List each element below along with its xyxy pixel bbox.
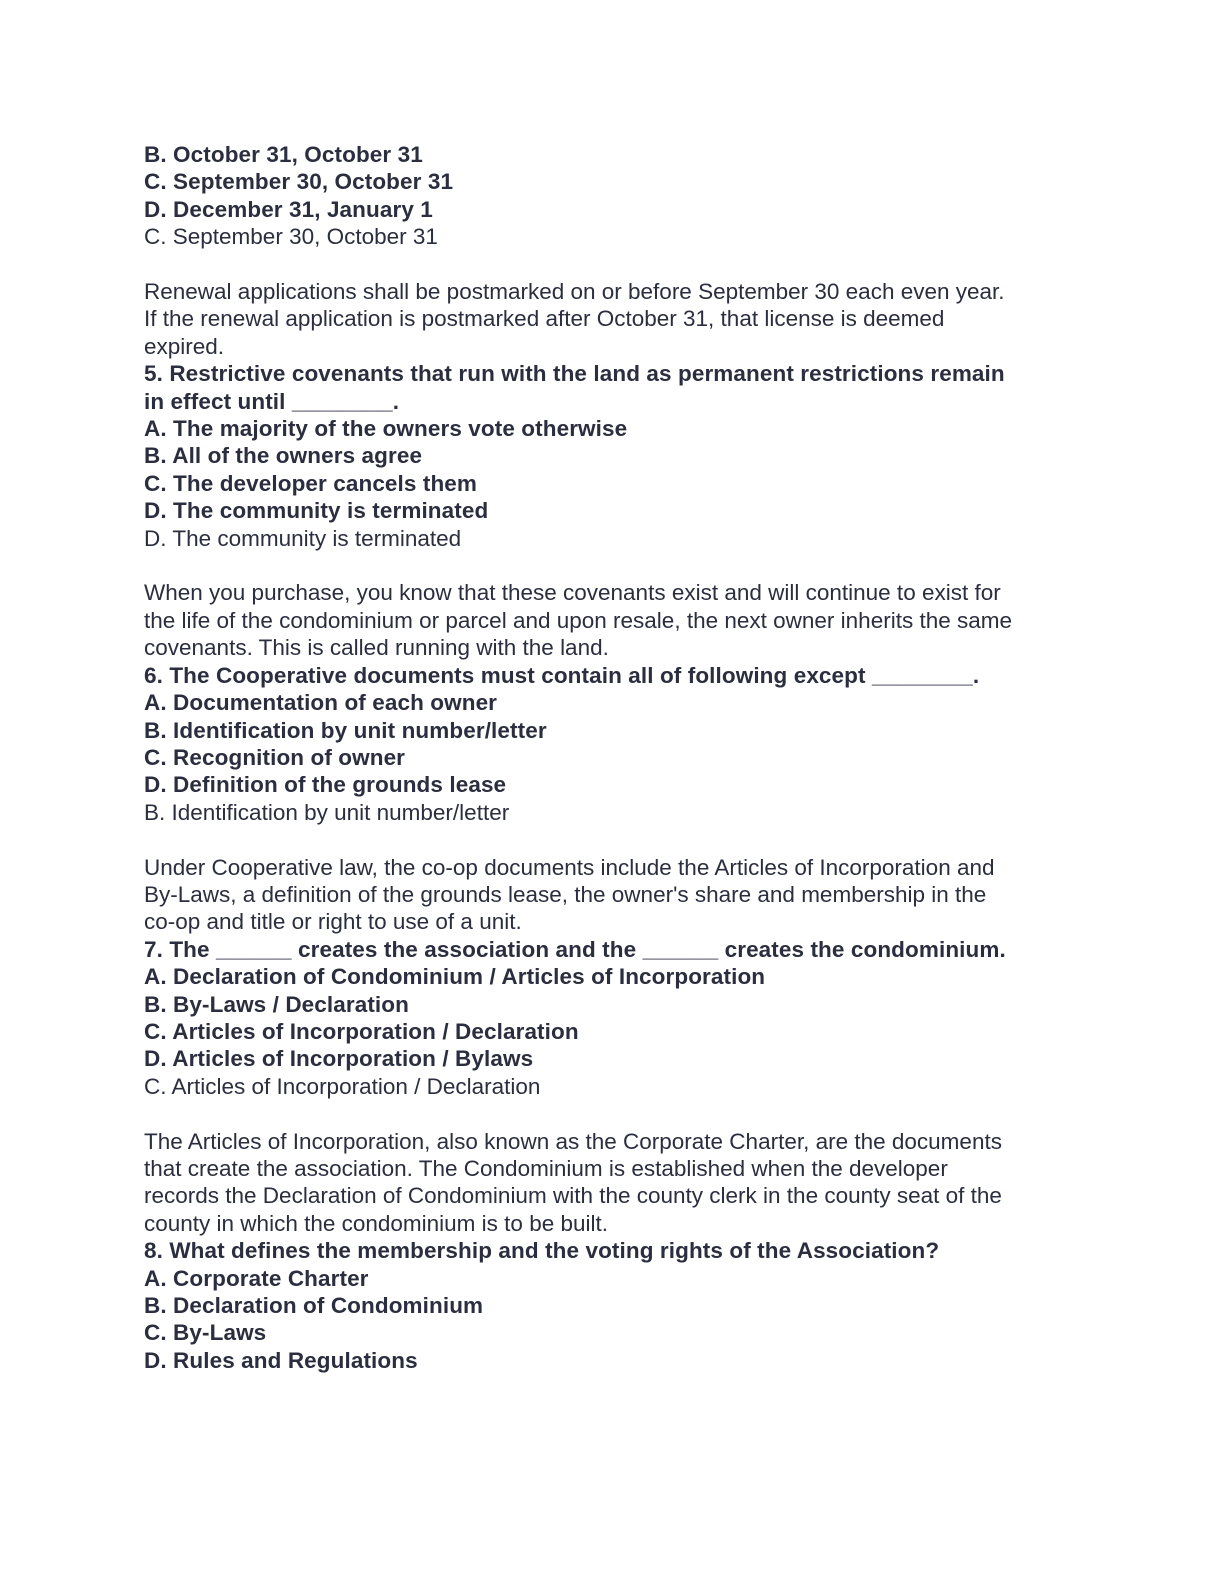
- option-a: A. Documentation of each owner: [144, 690, 498, 716]
- explanation-5: [144, 579, 1084, 661]
- option-c: C. By-Laws: [144, 1320, 267, 1346]
- spacer: [144, 552, 1084, 579]
- question-text: 6. The Cooperative documents must contain all of following except ________.: [144, 662, 980, 688]
- answer: C. Articles of Incorporation / Declaration: [144, 1073, 541, 1099]
- option-c: C. Recognition of owner: [144, 744, 406, 770]
- explanation-line: expired.: [144, 333, 225, 359]
- option-d: D. Rules and Regulations: [144, 1347, 418, 1373]
- question-text: in effect until ________.: [144, 388, 400, 414]
- question-8: [144, 1237, 1084, 1374]
- explanation-line: Under Cooperative law, the co-op documents include the Articles of Incorporation and: [144, 854, 995, 880]
- answer: C. September 30, October 31: [144, 224, 438, 250]
- option-c: C. September 30, October 31: [144, 169, 454, 195]
- option-d: D. Articles of Incorporation / Bylaws: [144, 1046, 534, 1072]
- option-d: D. December 31, January 1: [144, 196, 433, 222]
- option-b: B. Identification by unit number/letter: [144, 717, 547, 743]
- spacer: [144, 251, 1084, 278]
- spacer: [144, 826, 1084, 853]
- option-a: A. Declaration of Condominium / Articles of Incorporation: [144, 964, 766, 990]
- explanation-line: By-Laws, a definition of the grounds lease, the owner's share and membership in the: [144, 881, 987, 907]
- option-a: A. The majority of the owners vote otherwise: [144, 416, 628, 442]
- document-page: [144, 141, 1084, 1374]
- option-b: B. By-Laws / Declaration: [144, 991, 409, 1017]
- option-b: B. Declaration of Condominium: [144, 1293, 484, 1318]
- question-text: 7. The ______ creates the association and the ______ creates the condominium.: [144, 936, 1006, 962]
- explanation-line: covenants. This is called running with the land.: [144, 635, 609, 661]
- explanation-line: county in which the condominium is to be built.: [144, 1210, 608, 1236]
- question-4-options: [144, 141, 1084, 251]
- explanation-line: co-op and title or right to use of a unit.: [144, 909, 522, 935]
- question-5: [144, 360, 1084, 552]
- option-c: C. Articles of Incorporation / Declaration: [144, 1018, 579, 1044]
- question-7: [144, 936, 1084, 1100]
- question-6: [144, 662, 1084, 826]
- explanation-line: records the Declaration of Condominium with the county clerk in the county seat of the: [144, 1183, 1002, 1209]
- option-c: C. The developer cancels them: [144, 470, 478, 496]
- explanation-line: The Articles of Incorporation, also known as the Corporate Charter, are the documents: [144, 1128, 1002, 1154]
- answer: B. Identification by unit number/letter: [144, 799, 510, 825]
- explanation-6: [144, 854, 1084, 936]
- option-a: A. Corporate Charter: [144, 1265, 369, 1291]
- explanation-line: If the renewal application is postmarked after October 31, that license is deemed: [144, 306, 945, 332]
- explanation-line: the life of the condominium or parcel and upon resale, the next owner inherits the same: [144, 607, 1012, 633]
- explanation-4: [144, 278, 1084, 360]
- option-d: D. Definition of the grounds lease: [144, 772, 507, 798]
- explanation-line: When you purchase, you know that these covenants exist and will continue to exist for: [144, 580, 1001, 606]
- option-b: B. October 31, October 31: [144, 142, 423, 167]
- option-d: D. The community is terminated: [144, 498, 489, 524]
- explanation-line: Renewal applications shall be postmarked on or before September 30 each even year.: [144, 279, 1005, 305]
- explanation-7: [144, 1128, 1084, 1238]
- question-text: 8. What defines the membership and the voting rights of the Association?: [144, 1238, 940, 1264]
- question-text: 5. Restrictive covenants that run with the land as permanent restrictions remain: [144, 361, 1005, 387]
- answer: D. The community is terminated: [144, 525, 462, 551]
- explanation-line: that create the association. The Condominium is established when the developer: [144, 1155, 948, 1181]
- option-b: B. All of the owners agree: [144, 443, 423, 469]
- spacer: [144, 1100, 1084, 1127]
